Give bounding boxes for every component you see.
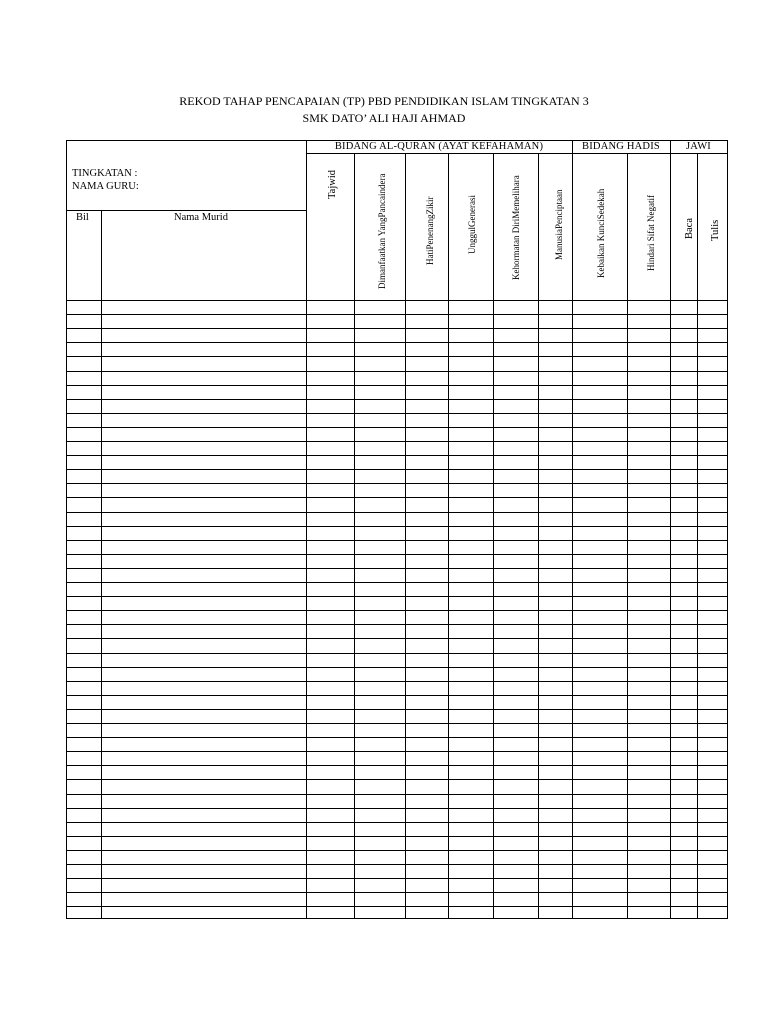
table-row — [66, 850, 727, 851]
group-jawi-header: JAWI — [685, 141, 712, 152]
group-column-rule — [572, 140, 573, 918]
table-row — [66, 653, 727, 654]
tingkatan-label: TINGKATAN : — [72, 168, 138, 179]
record-table — [66, 140, 727, 918]
table-row — [66, 483, 727, 484]
table-row — [66, 794, 727, 795]
table-row — [66, 709, 727, 710]
document-title: REKOD TAHAP PENCAPAIAN (TP) PBD PENDIDIKAN ISLAM TINGKATAN 3 — [179, 94, 589, 108]
subject-column-rule — [538, 153, 539, 918]
subject-baca: Baca — [684, 218, 695, 239]
table-row — [66, 356, 727, 357]
bil-header: Bil — [76, 212, 89, 223]
table-row — [66, 751, 727, 752]
table-row — [66, 836, 727, 837]
table-row — [66, 624, 727, 625]
table-row — [66, 892, 727, 893]
table-row — [66, 455, 727, 456]
table-border-top — [66, 140, 727, 141]
table-row — [66, 540, 727, 541]
table-row — [66, 328, 727, 329]
bil-column-rule — [101, 210, 102, 918]
table-row — [66, 765, 727, 766]
table-row — [66, 723, 727, 724]
table-row — [66, 864, 727, 865]
subject-tajwid: Tajwid — [327, 169, 338, 199]
subject-zikir: HatiPenenangZikir — [425, 196, 435, 265]
table-row — [66, 568, 727, 569]
school-name: SMK DATO’ ALI HAJI AHMAD — [302, 111, 466, 125]
table-row — [66, 822, 727, 823]
info-divider — [66, 210, 306, 211]
subject-generasi: UnggulGenerasi — [467, 195, 477, 254]
table-row — [66, 526, 727, 527]
table-row — [66, 371, 727, 372]
subject-column-rule — [627, 153, 628, 918]
table-row — [66, 427, 727, 428]
table-row — [66, 582, 727, 583]
group-hadis-header: BIDANG HADIS — [582, 141, 660, 152]
table-row — [66, 808, 727, 809]
table-row — [66, 497, 727, 498]
subject-penciptaan: ManusiaPenciptaan — [554, 189, 564, 260]
subject-column-rule — [493, 153, 494, 918]
subject-column-rule — [697, 153, 698, 918]
table-row — [66, 610, 727, 611]
table-row — [66, 469, 727, 470]
subject-pancaindera: Dimanfaatkan YangPancaindera — [377, 173, 387, 289]
group-column-rule — [670, 140, 671, 918]
group-header-divider — [306, 153, 727, 154]
table-row — [66, 413, 727, 414]
table-row — [66, 906, 727, 907]
table-row — [66, 638, 727, 639]
table-row — [66, 667, 727, 668]
subject-column-rule — [354, 153, 355, 918]
table-row — [66, 695, 727, 696]
subject-sifat-negatif: Hindari Sifat Negatif — [646, 195, 656, 271]
table-border-bottom — [66, 918, 728, 919]
table-row — [66, 681, 727, 682]
table-row — [66, 554, 727, 555]
subject-column-rule — [405, 153, 406, 918]
group-column-rule — [306, 140, 307, 918]
table-border-right — [727, 140, 728, 918]
table-row — [66, 385, 727, 386]
subject-column-rule — [448, 153, 449, 918]
table-row — [66, 596, 727, 597]
group-alquran-header: BIDANG AL-QURAN (AYAT KEFAHAMAN) — [334, 141, 544, 152]
table-row — [66, 512, 727, 513]
nama-guru-label: NAMA GURU: — [72, 181, 139, 192]
table-row — [66, 779, 727, 780]
table-row — [66, 399, 727, 400]
table-row — [66, 737, 727, 738]
subject-sedekah: Kebaikan KunciSedekah — [596, 188, 606, 278]
subject-tulis: Tulis — [710, 219, 721, 241]
table-border-left — [66, 140, 67, 918]
table-row — [66, 342, 727, 343]
table-row — [66, 441, 727, 442]
table-row — [66, 314, 727, 315]
nama-murid-header: Nama Murid — [174, 212, 228, 223]
subject-kehormatan: Kehormatan DiriMemelihara — [511, 175, 521, 280]
table-row — [66, 878, 727, 879]
